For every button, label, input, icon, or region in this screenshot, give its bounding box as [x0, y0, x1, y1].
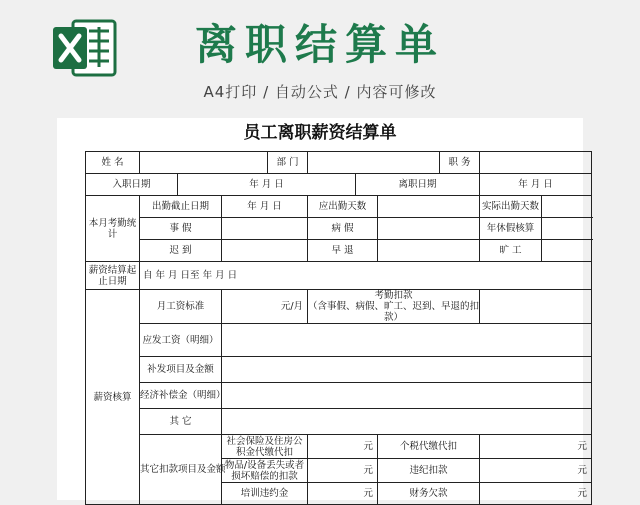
table-row — [86, 174, 592, 196]
payable-label: 应发工资（明细） — [140, 324, 222, 357]
personal-tax-label: 个税代缴代扣 — [378, 435, 480, 459]
other-value[interactable] — [222, 409, 592, 435]
training-unit[interactable]: 元 — [308, 483, 378, 505]
excel-icon — [53, 19, 117, 77]
page-subtitle: A4打印 / 自动公式 / 内容可修改 — [203, 83, 437, 101]
early-leave-value[interactable] — [378, 240, 480, 262]
attendance-deduct-value[interactable] — [480, 290, 592, 324]
annual-leave-value[interactable] — [542, 218, 592, 240]
table-row — [86, 152, 592, 174]
table-row — [86, 435, 592, 459]
table-row — [86, 357, 592, 383]
late-label: 迟 到 — [140, 240, 222, 262]
attendance-deduct-cell — [308, 290, 480, 324]
position-label: 职 务 — [440, 152, 480, 174]
damage-unit[interactable]: 元 — [308, 459, 378, 483]
period-label: 薪资结算起止日期 — [86, 262, 140, 290]
due-days-value[interactable] — [378, 196, 480, 218]
page-header — [0, 0, 640, 118]
actual-days-value[interactable] — [542, 196, 592, 218]
leave-date-label: 离职日期 — [356, 174, 480, 196]
due-days-label: 应出勤天数 — [308, 196, 378, 218]
absent-label: 旷 工 — [480, 240, 542, 262]
table-row — [86, 409, 592, 435]
table-row — [86, 218, 592, 240]
finance-unit[interactable]: 元 — [480, 483, 592, 505]
damage-label: 物品/设备丢失或者损坏赔偿的扣款 — [222, 459, 308, 483]
late-value[interactable] — [222, 240, 308, 262]
social-insurance-unit[interactable]: 元 — [308, 435, 378, 459]
salary-calc-label: 薪资核算 — [86, 290, 140, 505]
page-title: 离职结算单 — [194, 20, 445, 69]
attendance-deduct-label: 考勤扣款 — [374, 290, 413, 301]
violation-label: 违纪扣款 — [378, 459, 480, 483]
finance-label: 财务欠款 — [378, 483, 480, 505]
dept-value-cell[interactable] — [308, 152, 440, 174]
annual-leave-label: 年休假核算 — [480, 218, 542, 240]
training-label: 培训违约金 — [222, 483, 308, 505]
early-leave-label: 早 退 — [308, 240, 378, 262]
name-value-cell[interactable] — [140, 152, 268, 174]
table-row — [86, 240, 592, 262]
payable-value[interactable] — [222, 324, 592, 357]
name-label: 姓 名 — [86, 152, 140, 174]
table-row — [86, 324, 592, 357]
entry-date-label: 入职日期 — [86, 174, 178, 196]
leave-date-value[interactable]: 年 月 日 — [480, 174, 592, 196]
other-label: 其 它 — [140, 409, 222, 435]
entry-date-value[interactable]: 年 月 日 — [178, 174, 356, 196]
period-value[interactable]: 自 年 月 日至 年 月 日 — [140, 262, 592, 290]
cutoff-date-value[interactable]: 年 月 日 — [222, 196, 308, 218]
compensation-value[interactable] — [222, 383, 592, 409]
supplement-label: 补发项目及金额 — [140, 357, 222, 383]
attendance-deduct-note: （含事假、病假、旷工、迟到、早退的扣款） — [308, 301, 480, 323]
absent-value[interactable] — [542, 240, 592, 262]
table-row — [86, 196, 592, 218]
personal-leave-value[interactable] — [222, 218, 308, 240]
dept-label: 部 门 — [268, 152, 308, 174]
table-row — [86, 290, 592, 324]
actual-days-label: 实际出勤天数 — [480, 196, 542, 218]
sheet-title: 员工离职薪资结算单 — [243, 123, 397, 143]
attendance-label: 本月考勤统 计 — [86, 196, 140, 262]
sick-leave-value[interactable] — [378, 218, 480, 240]
settlement-sheet — [57, 118, 588, 500]
position-value-cell[interactable] — [480, 152, 592, 174]
sick-leave-label: 病 假 — [308, 218, 378, 240]
table-row — [86, 262, 592, 290]
other-deduct-label: 其它扣款项目及金额 — [140, 435, 222, 505]
table-row — [86, 383, 592, 409]
social-insurance-label: 社会保险及住房公积金代缴代扣 — [222, 435, 308, 459]
supplement-value[interactable] — [222, 357, 592, 383]
settlement-table — [85, 151, 592, 505]
violation-unit[interactable]: 元 — [480, 459, 592, 483]
personal-leave-label: 事 假 — [140, 218, 222, 240]
monthly-salary-label: 月工资标准 — [140, 290, 222, 324]
cutoff-date-label: 出勤截止日期 — [140, 196, 222, 218]
compensation-label: 经济补偿金（明细） — [140, 383, 222, 409]
monthly-salary-unit[interactable]: 元/月 — [222, 290, 308, 324]
personal-tax-unit[interactable]: 元 — [480, 435, 592, 459]
